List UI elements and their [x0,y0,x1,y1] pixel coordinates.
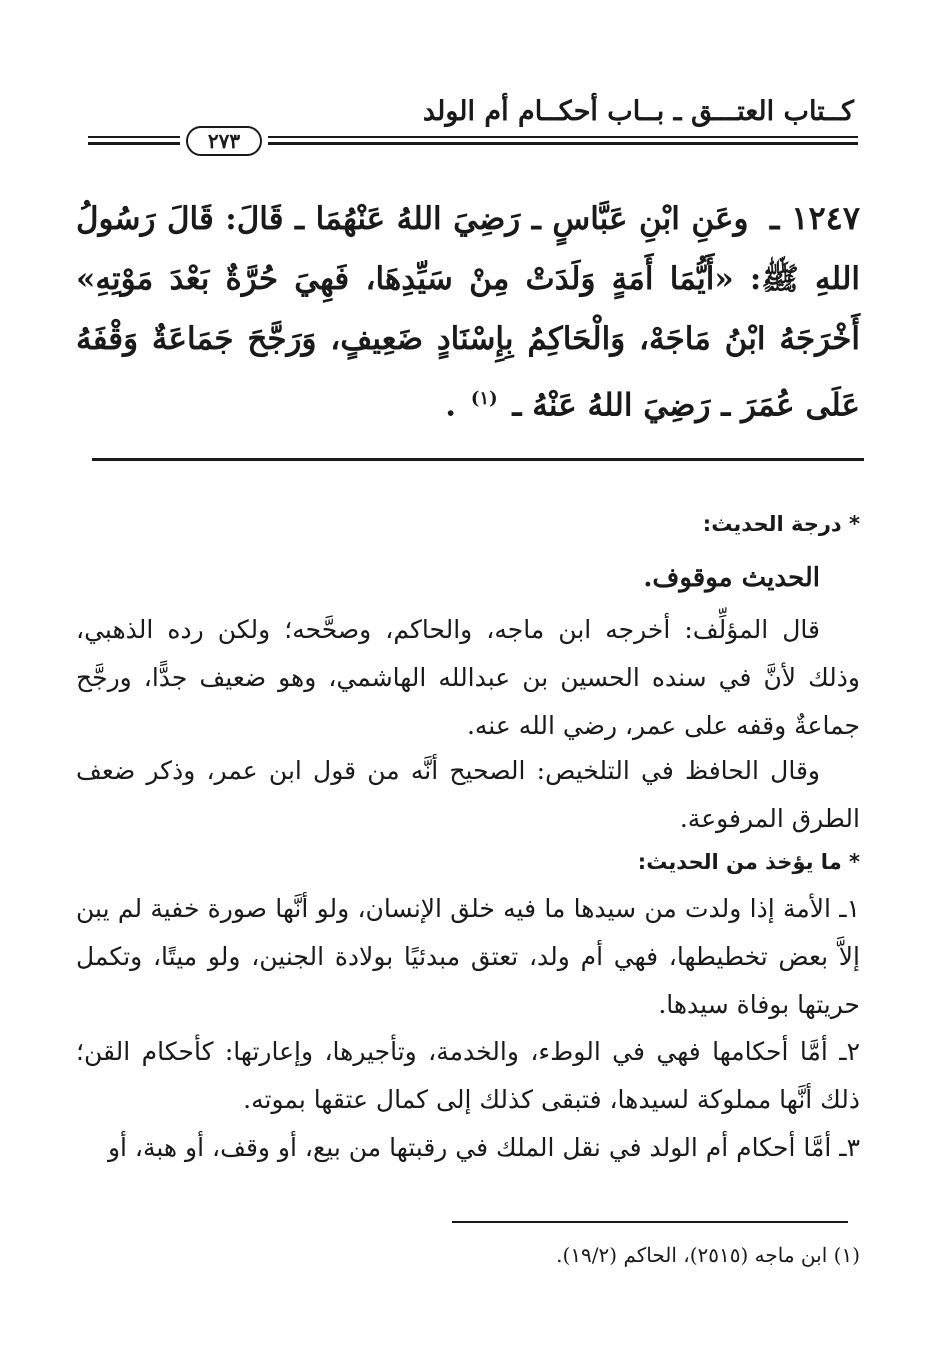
lesson-item-1: ١ـ الأمة إذا ولدت من سيدها ما فيه خلق الإنسان، ولو أنَّها صورة خفية لم يبن إلاَّ بعض تخطيطها، فهي أم ولد، تعتق مبدئيًا بولادة الجنين، ولو ميتًا، وتكمل حريتها بوفاة سيدها. [76,894,860,1019]
hadith-text: وعَنِ ابْنِ عَبَّاسٍ ـ رَضِيَ اللهُ عَنْهُمَا ـ قَالَ: قَالَ رَسُولُ اللهِ ﷺ: «أَيُّمَا أَمَةٍ وَلَدَتْ مِنْ سَيِّدِهَا، فَهِيَ حُرَّةٌ بَعْدَ مَوْتِهِ» أَخْرَجَهُ ابْنُ مَاجَهْ، وَالْحَاكِمُ بِإِسْنَادٍ ضَعِيفٍ، وَرَجَّحَ جَمَاعَةٌ وَقْفَهُ عَلَى عُمَرَ ـ رَضِيَ اللهُ عَنْهُ ـ [76,201,860,424]
footnote: (١) ابن ماجه (٢٥١٥)، الحاكم (١٩/٢). [556,1243,860,1267]
hadith-number: ١٢٤٧ ـ [770,199,861,237]
header-rule-right [268,133,858,149]
header-rule-left [88,133,180,149]
hadith-text-block [76,188,860,435]
grade-paragraph-1: قال المؤلِّف: أخرجه ابن ماجه، والحاكم، وصحَّحه؛ ولكن رده الذهبي، وذلك لأنَّ في سنده الحسين بن عبدالله الهاشمي، وهو ضعيف جدًّا، ورجَّح جماعةٌ وقفه على عمر، رضي الله عنه. [76,615,860,740]
section-separator [92,458,864,461]
lesson-item-2: ٢ـ أمَّا أحكامها فهي في الوطء، والخدمة، وتأجيرها، وإعارتها: كأحكام القن؛ ذلك أنَّها مملوكة لسيدها، فتبقى كذلك إلى كمال عتقها بموته. [76,1037,860,1114]
lessons-heading: * ما يؤخذ من الحديث: [637,850,860,874]
grade-heading: * درجة الحديث: [702,512,860,536]
grade-verdict: الحديث موقوف. [643,563,820,593]
grade-paragraph-2: وقال الحافظ في التلخيص: الصحيح أنَّه من قول ابن عمر، وذكر ضعف الطرق المرفوعة. [76,756,860,833]
footnote-reference: (١) [470,388,498,409]
lesson-item-3: ٣ـ أمَّا أحكام أم الولد في نقل الملك في رقبتها من بيع، أو وقف، أو هبة، أو [107,1133,860,1162]
footnote-rule [452,1221,848,1223]
page-number: ٢٧٣ [186,126,262,156]
hadith-end: . [445,387,457,424]
running-title: كــتاب العتـــق ـ بــاب أحكــام أم الولد [422,96,854,127]
